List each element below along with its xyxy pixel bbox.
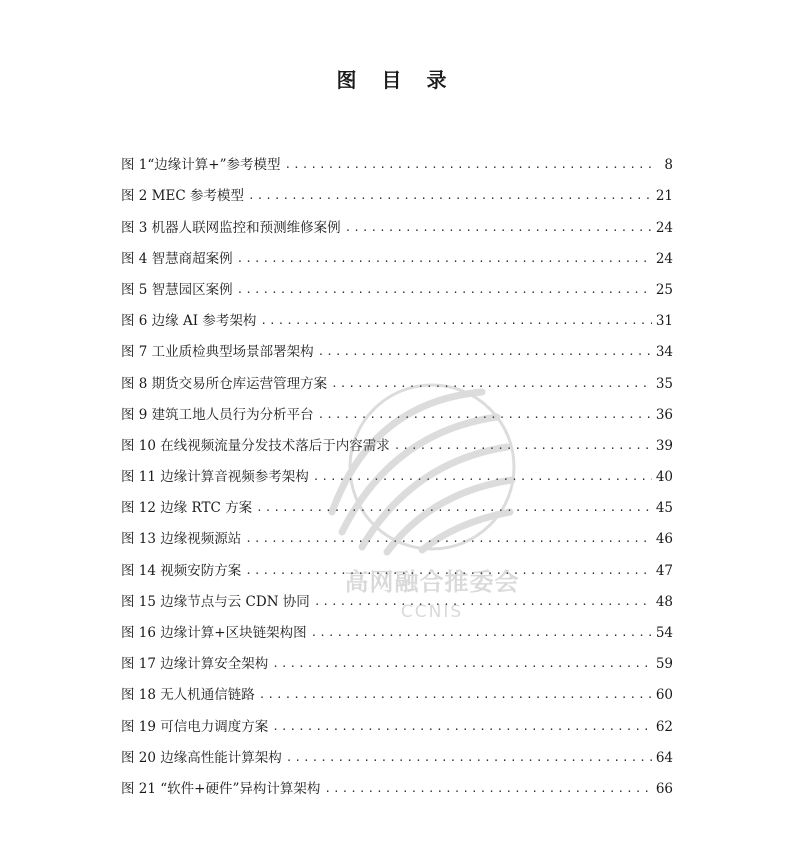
- toc-entry[interactable]: [121, 580, 673, 611]
- dot-leader: [248, 188, 652, 205]
- toc-entry-label: 图 14 视频安防方案: [121, 562, 242, 579]
- dot-leader: [394, 438, 652, 455]
- toc-entry-label: 图 20 边缘高性能计算架构: [121, 749, 282, 766]
- dot-leader: [272, 656, 652, 673]
- toc-entry-page: 36: [655, 406, 673, 423]
- toc-entry-page: 25: [655, 281, 673, 298]
- toc-entry-label: 图 15 边缘节点与云 CDN 协同: [121, 593, 310, 610]
- toc-entry-label: 图 5 智慧园区案例: [121, 281, 233, 298]
- toc-entry[interactable]: [121, 205, 673, 236]
- toc-entry-label: 图 19 可信电力调度方案: [121, 718, 269, 735]
- dot-leader: [324, 781, 651, 798]
- toc-entry[interactable]: [121, 486, 673, 517]
- toc-entry[interactable]: [121, 330, 673, 361]
- toc-entry-page: 60: [655, 687, 673, 704]
- toc-entry-label: 图 21 “软件+硬件”异构计算架构: [121, 780, 321, 797]
- toc-entry[interactable]: [121, 704, 673, 735]
- figure-list: [121, 143, 673, 798]
- toc-entry-page: 47: [655, 562, 673, 579]
- dot-leader: [286, 750, 652, 767]
- dot-leader: [331, 376, 652, 393]
- toc-entry[interactable]: [121, 143, 673, 174]
- dot-leader: [260, 313, 651, 330]
- dot-leader: [345, 220, 652, 237]
- toc-entry-page: 45: [655, 500, 673, 517]
- toc-entry-label: 图 1“边缘计算+”参考模型: [121, 157, 281, 174]
- toc-entry-page: 62: [655, 718, 673, 735]
- dot-leader: [237, 282, 652, 299]
- toc-entry-label: 图 7 工业质检典型场景部署架构: [121, 344, 314, 361]
- toc-entry-label: 图 4 智慧商超案例: [121, 250, 233, 267]
- toc-entry[interactable]: [121, 237, 673, 268]
- dot-leader: [272, 719, 652, 736]
- toc-entry-page: 24: [655, 250, 673, 267]
- toc-entry-page: 59: [655, 656, 673, 673]
- toc-entry[interactable]: [121, 548, 673, 579]
- toc-entry[interactable]: [121, 673, 673, 704]
- dot-leader: [318, 344, 652, 361]
- dot-leader: [259, 687, 652, 704]
- dot-leader: [285, 157, 656, 174]
- toc-entry-page: 54: [655, 625, 673, 641]
- toc-entry-label: 图 12 边缘 RTC 方案: [121, 500, 253, 517]
- toc-entry[interactable]: [121, 361, 673, 392]
- toc-entry-page: 21: [655, 188, 673, 205]
- toc-entry-page: 46: [655, 531, 673, 548]
- toc-entry[interactable]: [121, 424, 673, 455]
- dot-leader: [318, 407, 652, 424]
- toc-entry[interactable]: [121, 736, 673, 767]
- toc-entry-page: 24: [655, 219, 673, 236]
- toc-entry-label: 图 8 期货交易所仓库运营管理方案: [121, 375, 328, 392]
- dot-leader: [256, 500, 652, 517]
- toc-entry-label: 图 2 MEC 参考模型: [121, 188, 244, 205]
- toc-entry-page: 48: [655, 593, 673, 610]
- toc-entry[interactable]: [121, 642, 673, 673]
- toc-entry[interactable]: [121, 767, 673, 798]
- toc-entry-page: 64: [655, 749, 673, 766]
- watermark-subtext: CCNIS: [400, 602, 464, 622]
- toc-entry-page: 8: [664, 157, 673, 174]
- toc-entry[interactable]: [121, 268, 673, 299]
- toc-entry[interactable]: [121, 517, 673, 548]
- page-title: 图 目 录: [336, 68, 456, 92]
- dot-leader: [313, 469, 652, 486]
- toc-entry[interactable]: [121, 611, 673, 642]
- toc-entry-label: 图 10 在线视频流量分发技术落后于内容需求: [121, 437, 390, 454]
- toc-entry-label: 图 17 边缘计算安全架构: [121, 656, 269, 673]
- toc-entry-page: 31: [655, 313, 673, 330]
- watermark-text: 高网融合推委会: [344, 568, 520, 596]
- toc-entry-label: 图 9 建筑工地人员行为分析平台: [121, 406, 314, 423]
- toc-entry-label: 图 6 边缘 AI 参考架构: [121, 313, 257, 330]
- dot-leader: [237, 251, 652, 268]
- toc-entry[interactable]: [121, 299, 673, 330]
- toc-entry[interactable]: [121, 455, 673, 486]
- toc-entry-label: 图 18 无人机通信链路: [121, 687, 255, 704]
- toc-entry-label: 图 11 边缘计算音视频参考架构: [121, 469, 309, 486]
- dot-leader: [311, 625, 652, 642]
- dot-leader: [245, 563, 652, 580]
- toc-entry[interactable]: [121, 174, 673, 205]
- toc-entry-label: 图 13 边缘视频源站: [121, 531, 242, 548]
- toc-entry-label: 图 16 边缘计算+区块链架构图: [121, 625, 307, 641]
- toc-entry-page: 66: [655, 780, 673, 797]
- dot-leader: [314, 594, 652, 611]
- dot-leader: [245, 531, 652, 548]
- toc-entry-page: 40: [655, 469, 673, 486]
- toc-entry[interactable]: [121, 393, 673, 424]
- toc-entry-label: 图 3 机器人联网监控和预测维修案例: [121, 219, 341, 236]
- toc-entry-page: 34: [655, 344, 673, 361]
- toc-entry-page: 39: [655, 437, 673, 454]
- toc-entry-page: 35: [655, 375, 673, 392]
